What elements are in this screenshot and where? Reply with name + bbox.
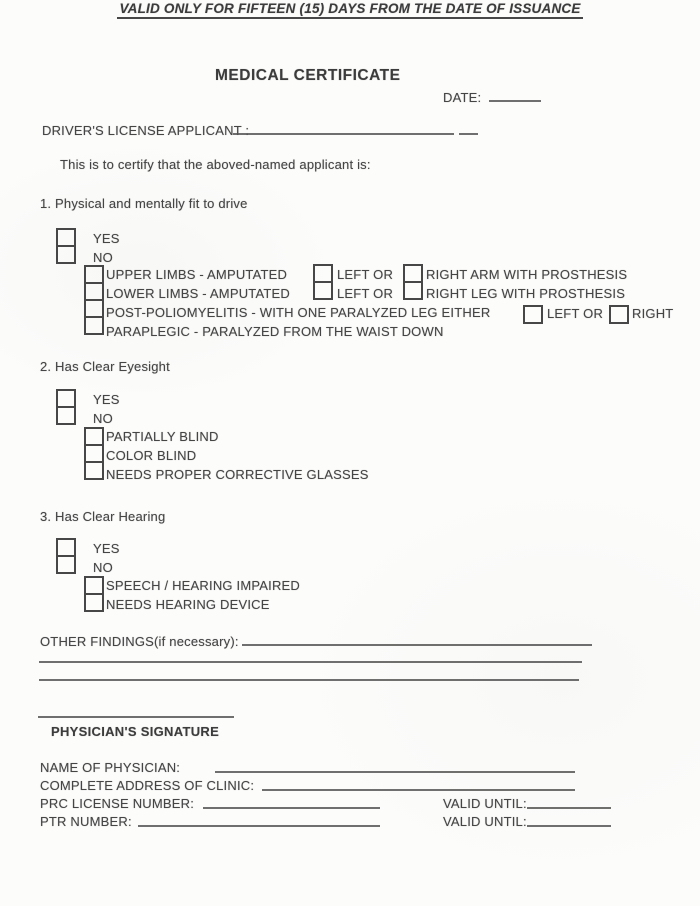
prc-valid-until-label: VALID UNTIL: — [443, 796, 527, 811]
s1-left-limb-checkbox-group — [313, 264, 333, 300]
prc-license-line[interactable] — [203, 807, 380, 809]
other-findings-line-2[interactable] — [39, 661, 582, 663]
applicant-label: DRIVER'S LICENSE APPLICANT : — [42, 123, 250, 138]
validity-notice: VALID ONLY FOR FIFTEEN (15) DAYS FROM THE DATE OF ISSUANCE — [117, 1, 582, 19]
prc-license-label: PRC LICENSE NUMBER: — [40, 796, 195, 811]
s1-right-limb-checkbox-group — [403, 264, 423, 300]
clinic-address-line[interactable] — [262, 789, 575, 791]
clinic-address-label: COMPLETE ADDRESS OF CLINIC: — [40, 778, 255, 793]
s1-polio-left-checkbox[interactable] — [523, 305, 543, 324]
s1-no-label: NO — [93, 250, 113, 265]
section1-heading: 1. Physical and mentally fit to drive — [40, 196, 248, 211]
s1-paraplegic-checkbox[interactable] — [84, 316, 104, 335]
prc-valid-until-line[interactable] — [527, 807, 611, 809]
s1-polio-right-checkbox[interactable] — [609, 305, 629, 324]
section2-heading: 2. Has Clear Eyesight — [40, 359, 170, 374]
s2-color-blind-label: COLOR BLIND — [106, 448, 197, 463]
section3-heading: 3. Has Clear Hearing — [40, 509, 166, 524]
s3-speech-hearing-label: SPEECH / HEARING IMPAIRED — [106, 578, 301, 593]
s2-condition-checkbox-group — [84, 427, 104, 480]
s3-hearing-device-label: NEEDS HEARING DEVICE — [106, 597, 270, 612]
s1-polio-right-checkbox-wrap — [609, 305, 629, 324]
s1-upper-right-label: RIGHT ARM WITH PROSTHESIS — [426, 267, 628, 282]
s2-corrective-glasses-checkbox[interactable] — [84, 461, 104, 480]
s1-polio-left-checkbox-wrap — [523, 305, 543, 324]
ptr-number-line[interactable] — [138, 825, 380, 827]
s3-yes-no-checkbox-group — [56, 538, 76, 574]
s1-lower-left-or-label: LEFT OR — [337, 286, 394, 301]
applicant-field-line-end[interactable] — [459, 133, 478, 135]
s1-polio-right-label: RIGHT — [632, 306, 674, 321]
date-label: DATE: — [443, 90, 482, 105]
s1-yes-label: YES — [93, 231, 120, 246]
s1-upper-limbs-label: UPPER LIMBS - AMPUTATED — [106, 267, 288, 282]
intro-text: This is to certify that the aboved-named applicant is: — [60, 157, 371, 172]
applicant-field-line[interactable] — [233, 133, 454, 135]
s3-no-label: NO — [93, 560, 113, 575]
s3-no-checkbox[interactable] — [56, 555, 76, 574]
other-findings-label: OTHER FINDINGS(if necessary): — [40, 634, 239, 649]
ptr-valid-until-line[interactable] — [527, 825, 611, 827]
s1-paraplegic-label: PARAPLEGIC - PARALYZED FROM THE WAIST DOWN — [106, 324, 444, 339]
other-findings-line-1[interactable] — [242, 644, 592, 646]
s2-corrective-glasses-label: NEEDS PROPER CORRECTIVE GLASSES — [106, 467, 369, 482]
name-of-physician-line[interactable] — [215, 771, 575, 773]
s2-partially-blind-label: PARTIALLY BLIND — [106, 429, 219, 444]
ptr-valid-until-label: VALID UNTIL: — [443, 814, 527, 829]
physician-signature-label: PHYSICIAN'S SIGNATURE — [51, 724, 220, 739]
s1-polio-left-or-label: LEFT OR — [547, 306, 604, 321]
s1-polio-label: POST-POLIOMYELITIS - WITH ONE PARALYZED LEG EITHER — [106, 305, 491, 320]
s1-condition-checkbox-group — [84, 265, 104, 335]
s1-no-checkbox[interactable] — [56, 245, 76, 264]
other-findings-line-3[interactable] — [39, 679, 579, 681]
date-field-line[interactable] — [489, 100, 541, 102]
s1-lower-right-label: RIGHT LEG WITH PROSTHESIS — [426, 286, 626, 301]
s1-yes-no-checkbox-group — [56, 228, 76, 264]
s2-yes-label: YES — [93, 392, 120, 407]
s2-no-checkbox[interactable] — [56, 406, 76, 425]
s3-hearing-device-checkbox[interactable] — [84, 593, 104, 612]
s2-yes-no-checkbox-group — [56, 389, 76, 425]
validity-notice-wrap — [0, 0, 700, 19]
s3-yes-label: YES — [93, 541, 120, 556]
page-title: MEDICAL CERTIFICATE — [215, 67, 401, 84]
s1-lower-limbs-label: LOWER LIMBS - AMPUTATED — [106, 286, 290, 301]
name-of-physician-label: NAME OF PHYSICIAN: — [40, 760, 181, 775]
s1-lower-left-checkbox[interactable] — [313, 281, 333, 300]
s1-upper-left-or-label: LEFT OR — [337, 267, 394, 282]
physician-signature-line[interactable] — [38, 716, 234, 718]
ptr-number-label: PTR NUMBER: — [40, 814, 132, 829]
s3-condition-checkbox-group — [84, 576, 104, 612]
s2-no-label: NO — [93, 411, 113, 426]
s1-lower-right-checkbox[interactable] — [403, 281, 423, 300]
